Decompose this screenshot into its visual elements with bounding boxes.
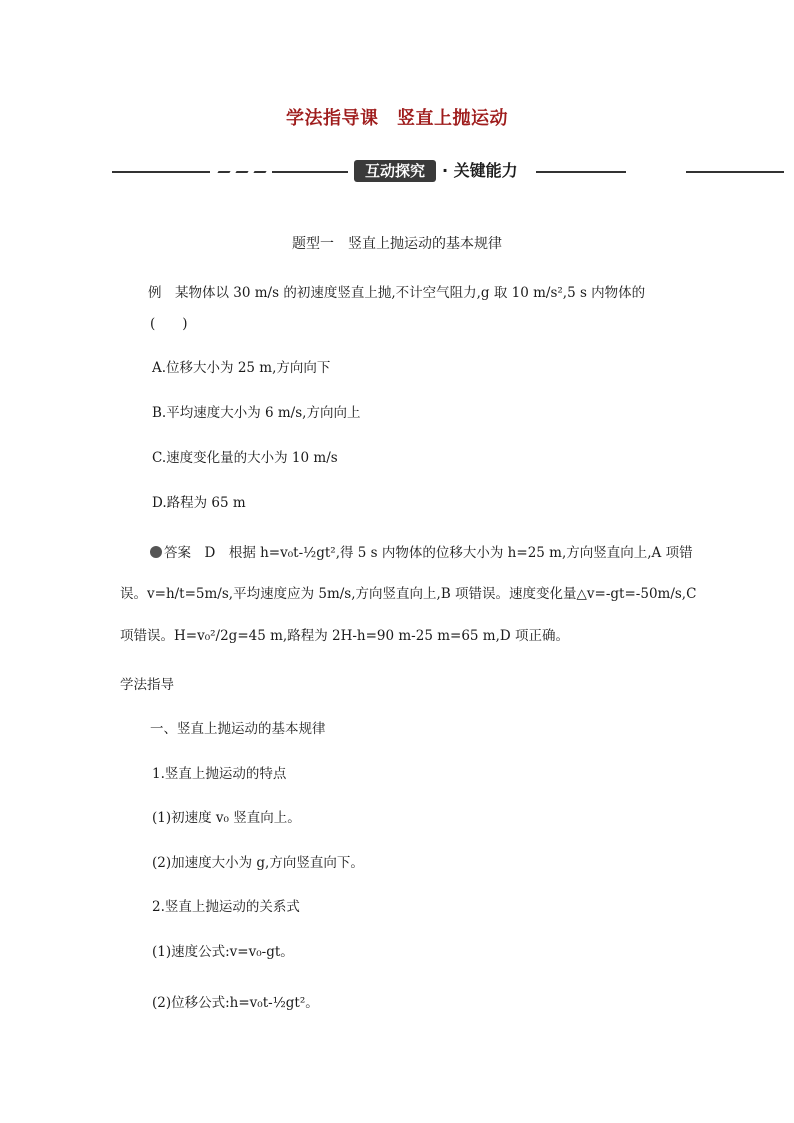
guide-item-2b: (2)位移公式:h=v₀t-½gt²。 (152, 995, 319, 1011)
section-banner (0, 158, 794, 186)
banner-dash (217, 171, 230, 173)
guide-heading: 学法指导 (120, 677, 174, 693)
answer-line-3: 项错误。H=v₀²/2g=45 m,路程为 2H-h=90 m-25 m=65 m,D 项正确。 (120, 628, 569, 644)
option-b: B.平均速度大小为 6 m/s,方向向上 (152, 405, 361, 421)
guide-item-1b: (2)加速度大小为 g,方向竖直向下。 (152, 855, 364, 871)
page-title: 学法指导课 竖直上抛运动 (286, 108, 508, 129)
banner-line-far-right (686, 171, 784, 173)
banner-dash (253, 171, 266, 173)
guide-item-2a: (1)速度公式:v=v₀-gt。 (152, 944, 294, 960)
banner-line-mid (272, 171, 348, 173)
guide-item-1: 1.竖直上抛运动的特点 (152, 766, 287, 782)
section-heading: 题型一 竖直上抛运动的基本规律 (292, 236, 502, 252)
option-d: D.路程为 65 m (152, 495, 246, 511)
guide-item-1a: (1)初速度 v₀ 竖直向上。 (152, 810, 301, 826)
banner-line-right (536, 171, 626, 173)
answer-icon (150, 546, 162, 558)
option-a: A.位移大小为 25 m,方向向下 (152, 360, 331, 376)
example-bracket: ( ) (150, 316, 188, 332)
answer-line-2: 误。v=h/t=5m/s,平均速度应为 5m/s,方向竖直向上,B 项错误。速度变化量△v=-gt=-50m/s,C (120, 586, 697, 602)
answer-text-1: 答案 D 根据 h=v₀t-½gt²,得 5 s 内物体的位移大小为 h=25 m,方向竖直向上,A 项错 (164, 545, 693, 561)
banner-line-left (112, 171, 210, 173)
guide-subheading: 一、竖直上抛运动的基本规律 (150, 721, 326, 737)
option-c: C.速度变化量的大小为 10 m/s (152, 450, 338, 466)
answer-line-1 (150, 541, 693, 561)
example-stem: 例 某物体以 30 m/s 的初速度竖直上抛,不计空气阻力,g 取 10 m/s²,5 s 内物体的 (148, 285, 646, 301)
guide-item-2: 2.竖直上抛运动的关系式 (152, 899, 300, 915)
banner-badge: 互动探究 (354, 160, 436, 182)
banner-subtitle: · 关键能力 (442, 161, 518, 180)
banner-dash (235, 171, 248, 173)
